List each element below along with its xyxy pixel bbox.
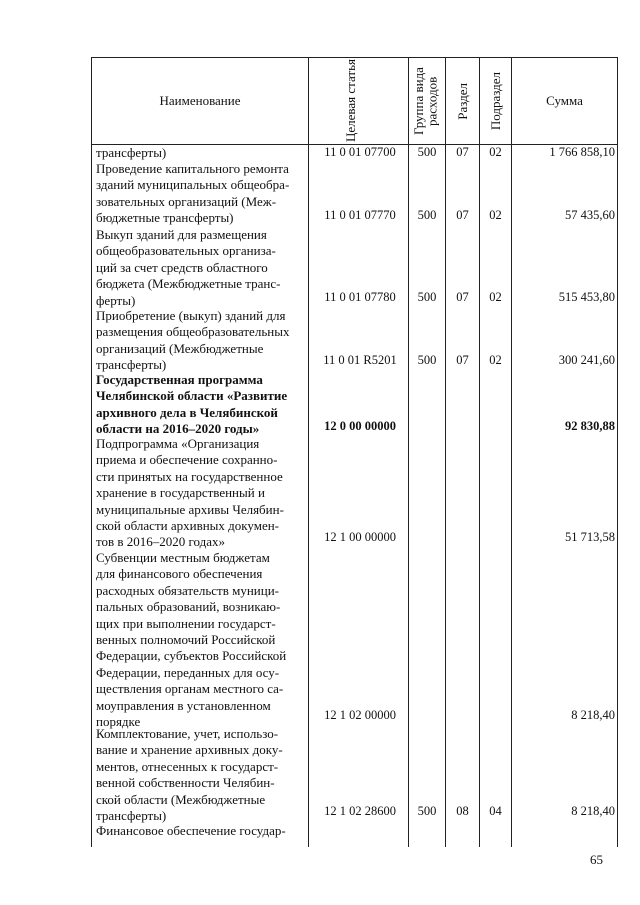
row-sum: 1 766 858,10 [549,145,615,159]
row-code: 11 0 01 07700 [324,145,396,159]
row-section: 07 [456,145,469,159]
header-sum [512,57,617,145]
header-group-label: Группа вида расходов [411,67,440,135]
row-name: трансферты) [96,145,167,160]
row-sum: 515 453,80 [558,290,615,304]
header-subsection [480,57,511,145]
col-divider [408,57,409,847]
header-group [409,57,445,145]
row-subsection: 02 [489,290,502,304]
row-code: 12 1 02 28600 [324,804,396,818]
row-code: 12 1 00 00000 [324,530,396,544]
row-section: 07 [456,353,469,367]
row-subsection: 02 [489,208,502,222]
row-name: Субвенции местным бюджетам для финансового обеспечения расходных обязательств муници- пальных образований, возникаю- щих при выполнении государст- венных полномочий Российской Федерации, субъектов Российской Федерации, переданных для осу- ществления органам местного са- моуправления в установленном порядке [96,550,287,730]
col-divider [511,57,512,847]
table-border-left [91,57,92,847]
col-divider [308,57,309,847]
row-group: 500 [417,208,437,222]
row-code: 11 0 01 07780 [324,290,396,304]
header-target [309,57,408,145]
row-code: 12 1 02 00000 [324,708,396,722]
row-name: Финансовое обеспечение государ- [96,823,286,838]
row-name: Государственная программа Челябинской области «Развитие архивного дела в Челябинской области на 2016–2020 годы» [96,372,288,437]
row-group: 500 [417,145,437,159]
header-sum-label: Сумма [546,93,583,109]
row-sum: 57 435,60 [565,208,615,222]
row-code: 11 0 01 07770 [324,208,396,222]
row-name: Комплектование, учет, использо- вание и хранение архивных доку- ментов, отнесенных к государст- венной собственности Челябин- ской области (Межбюджетные трансферты) [96,726,283,824]
header-name [92,57,308,145]
row-code: 11 0 01 R5201 [323,353,397,367]
row-sum: 300 241,60 [558,353,615,367]
header-subsection-label: Подраздел [487,71,503,131]
header-target-label: Целевая статья [342,59,358,143]
budget-table [91,57,618,847]
row-code: 12 0 00 00000 [324,419,396,433]
row-group: 500 [417,290,437,304]
row-name: Выкуп зданий для размещения общеобразовательных организа- ций за счет средств областного бюджета (Межбюджетные транс- ферты) [96,227,281,308]
row-sum: 92 830,88 [565,419,615,433]
row-subsection: 02 [489,353,502,367]
header-section [446,57,479,145]
header-name-label: Наименование [159,93,241,109]
row-group: 500 [417,353,437,367]
row-subsection: 04 [489,804,502,818]
header-section-label: Раздел [454,82,470,120]
row-name: Подпрограмма «Организация приема и обеспечение сохранно- сти принятых на государственное хранение в государственный и муниципальные архивы Челябин- ской области архивных докумен- тов в 2016–2020 годах» [96,436,284,550]
row-sum: 8 218,40 [571,804,615,818]
table-border-right [617,57,618,847]
row-section: 07 [456,290,469,304]
row-sum: 51 713,58 [565,530,615,544]
row-section: 07 [456,208,469,222]
row-name: Проведение капитального ремонта зданий муниципальных общеобра- зовательных организаций (Меж- бюджетные трансферты) [96,161,290,226]
page-number: 65 [590,852,603,867]
row-group: 500 [417,804,437,818]
row-subsection: 02 [489,145,502,159]
row-section: 08 [456,804,469,818]
col-divider [445,57,446,847]
col-divider [479,57,480,847]
row-name: Приобретение (выкуп) зданий для размещения общеобразовательных организаций (Межбюджетные трансферты) [96,308,290,373]
row-sum: 8 218,40 [571,708,615,722]
